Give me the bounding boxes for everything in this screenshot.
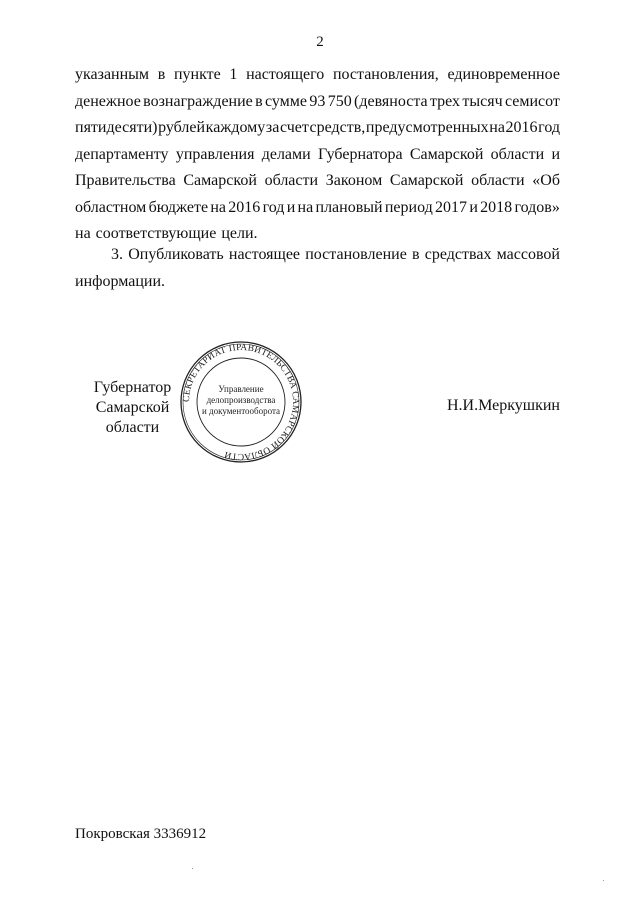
word: и <box>469 198 478 216</box>
word: на <box>489 119 505 136</box>
page-number: 2 <box>316 34 324 50</box>
word: и <box>286 198 296 216</box>
word: Губернатора <box>318 145 403 163</box>
word: трех <box>429 92 461 110</box>
word: (девяноста <box>354 92 428 110</box>
signatory-title-line-2: Самарской области <box>95 399 170 436</box>
scan-speck <box>603 880 604 881</box>
word: «Об <box>532 172 560 189</box>
word: Самарской <box>389 172 464 189</box>
word: Правительства <box>75 172 176 189</box>
word: Самарской <box>183 172 257 189</box>
word: делами <box>261 145 311 163</box>
word: области <box>471 172 525 189</box>
word: постановления, <box>332 66 439 83</box>
word: годов» <box>514 198 560 216</box>
word: области <box>264 172 319 189</box>
word: пятидесяти) <box>75 119 158 136</box>
word: 1 <box>229 66 238 83</box>
word: за <box>265 119 280 136</box>
word: управления <box>175 145 255 163</box>
word: Опубликовать <box>128 246 224 263</box>
word: единовременное <box>447 66 560 83</box>
word: средств, <box>309 119 366 136</box>
word: 2017 <box>435 198 468 216</box>
word: на <box>297 198 314 216</box>
word: денежное <box>75 92 141 110</box>
word: счет <box>279 119 309 136</box>
stamp-inner-line-3: и документооборота <box>201 406 281 416</box>
scan-speck <box>192 868 193 869</box>
stamp-inner-line-1: Управление <box>218 384 264 394</box>
signature-block <box>75 378 560 478</box>
word: указанным <box>75 66 150 83</box>
signatory-name: Н.И.Меркушкин <box>447 397 560 414</box>
word: год <box>262 198 285 216</box>
word: тысяч <box>462 92 503 110</box>
word: в <box>255 92 263 110</box>
word: в <box>412 246 420 263</box>
word: настоящего <box>246 66 325 83</box>
word: информации. <box>75 272 166 290</box>
word: 2016 <box>505 119 538 136</box>
word: рублей <box>158 119 206 136</box>
word: предусмотренных <box>365 119 489 136</box>
word: на <box>75 225 91 242</box>
text-line <box>75 142 560 169</box>
word: Самарской <box>409 145 484 163</box>
word: в <box>157 66 166 83</box>
word: 93 <box>309 92 326 110</box>
official-stamp <box>176 340 306 465</box>
paragraph-2 <box>75 242 560 295</box>
signatory-title-line-1: Губернатор <box>93 379 172 396</box>
text-line <box>75 115 560 142</box>
word: 3. <box>111 246 123 263</box>
text-line <box>75 62 560 89</box>
word: постановление <box>305 246 407 263</box>
word: год <box>538 119 560 136</box>
word: 750 <box>327 92 352 110</box>
word: области <box>490 145 545 163</box>
word: цели. <box>221 225 258 242</box>
stamp-outer-text: СЕКРЕТАРИАТ ПРАВИТЕЛЬСТВА САМАРСКОЙ ОБЛАСТИ <box>181 342 301 462</box>
word: настоящее <box>228 246 301 263</box>
word: 2018 <box>480 198 513 216</box>
word: 2016 <box>228 198 261 216</box>
word: областном <box>75 198 147 216</box>
word: Законом <box>325 172 383 189</box>
paragraph-1 <box>75 62 560 248</box>
word: департаменту <box>75 145 169 163</box>
word: средствах <box>424 246 492 263</box>
text-line <box>75 195 560 222</box>
word: каждому <box>205 119 266 136</box>
word: и <box>551 145 560 163</box>
word: семисот <box>504 92 560 110</box>
word: соответствующие <box>95 225 217 242</box>
text-line <box>75 242 560 269</box>
footer-contact: Покровская 3336912 <box>75 826 207 842</box>
word: бюджете <box>148 198 209 216</box>
word: сумме <box>265 92 308 110</box>
stamp-inner-line-2: делопроизводства <box>206 395 276 405</box>
word: на <box>210 198 227 216</box>
text-line <box>75 269 560 296</box>
word: массовой <box>496 246 560 263</box>
word: период <box>384 198 433 216</box>
text-line <box>75 168 560 195</box>
word: вознаграждение <box>143 92 253 110</box>
word: пункте <box>173 66 221 83</box>
signatory-title <box>75 378 190 438</box>
word: плановый <box>315 198 383 216</box>
text-line <box>75 89 560 116</box>
